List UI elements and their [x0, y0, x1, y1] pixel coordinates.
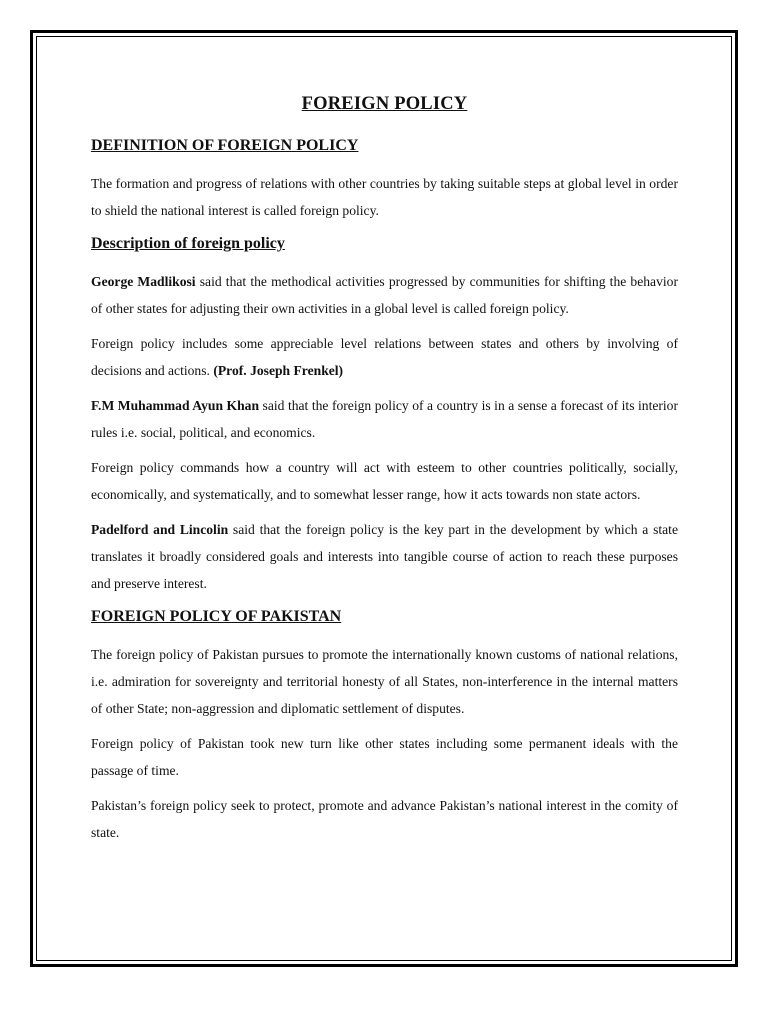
description-paragraph-5 — [91, 516, 678, 597]
pakistan-paragraph-1: The foreign policy of Pakistan pursues to promote the internationally known customs of national relations, i.e. admiration for sovereignty and territorial honesty of all States, non-interference in the internal matters of other State; non-aggression and diplomatic settlement of disputes. — [91, 647, 678, 716]
description-paragraph-4: Foreign policy commands how a country will act with esteem to other countries politically, socially, economically, and systematically, and to somewhat lesser range, how it acts towards non state actors. — [91, 460, 678, 502]
definition-paragraph: The formation and progress of relations with other countries by taking suitable steps at global level in order to shield the national interest is called foreign policy. — [91, 176, 678, 218]
author-name: F.M Muhammad Ayun Khan — [91, 398, 260, 413]
author-name: Padelford and Lincolin — [91, 522, 229, 537]
pakistan-paragraph-3: Pakistan’s foreign policy seek to protect, promote and advance Pakistan’s national interest in the comity of state. — [91, 798, 678, 840]
pakistan-heading: FOREIGN POLICY OF PAKISTAN — [91, 608, 342, 625]
description-paragraph-3 — [91, 392, 678, 446]
paragraph-text: said that the methodical activities progressed by communities for shifting the behavior of other states for adjusting their own activities in a global level is called foreign policy. — [91, 274, 678, 316]
paragraph-text: said that the foreign policy of a country is in a sense a forecast of its interior rules i.e. social, political, and economics. — [91, 398, 679, 440]
description-paragraph-1 — [91, 268, 678, 322]
paragraph-text: Foreign policy includes some appreciable level relations between states and others by involving of decisions and actions. — [91, 336, 678, 378]
author-name: (Prof. Joseph Frenkel) — [213, 363, 344, 378]
definition-heading: DEFINITION OF FOREIGN POLICY — [91, 137, 359, 154]
page-title: FOREIGN POLICY — [301, 94, 468, 114]
document-body — [91, 94, 678, 854]
paragraph-text: said that the foreign policy is the key part in the development by which a state translates it broadly considered goals and interests into tangible course of action to reach these purposes and preserve interest. — [91, 522, 678, 591]
description-heading: Description of foreign policy — [91, 235, 285, 252]
pakistan-paragraph-2: Foreign policy of Pakistan took new turn like other states including some permanent ideals with the passage of time. — [91, 736, 678, 778]
description-paragraph-2 — [91, 330, 678, 384]
author-name: George Madlikosi — [91, 274, 196, 289]
